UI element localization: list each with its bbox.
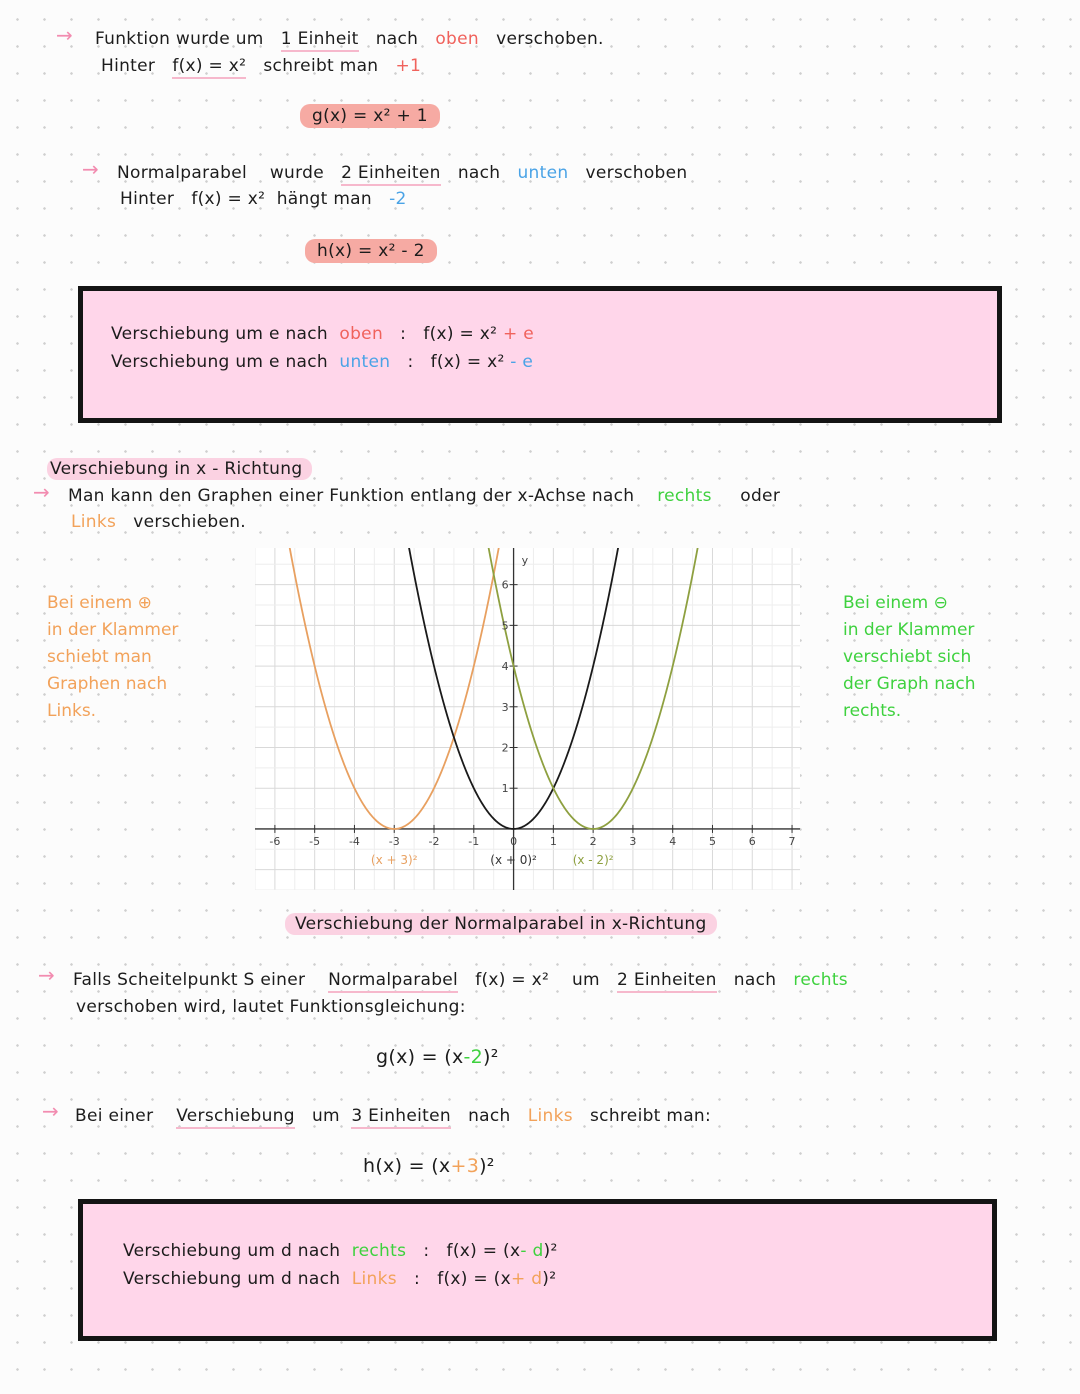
y-tick-label: 1 (501, 782, 509, 796)
x-tick-label: -6 (269, 834, 281, 848)
x-tick-label: 7 (788, 834, 796, 848)
note-line: Graphen nach (47, 674, 168, 694)
heading-highlight: Verschiebung in x - Richtung (47, 458, 312, 480)
summary-box-y (78, 286, 1002, 423)
text: f(x) = x² (475, 970, 550, 990)
sec1-line1 (95, 29, 604, 49)
highlight-equation: h(x) = x² - 2 (305, 239, 437, 263)
x-tick-label: -5 (309, 834, 321, 848)
text-blue: unten (339, 352, 391, 372)
sec5-line1 (75, 1106, 711, 1126)
text: Falls Scheitelpunkt S einer (73, 970, 306, 990)
text-green: rechts (657, 486, 712, 506)
sec1-line2 (101, 56, 421, 76)
arrow-icon: → (33, 480, 50, 504)
y-tick-label: 4 (501, 660, 509, 674)
text-orange: +3 (450, 1155, 480, 1177)
text-underlined: 2 Einheiten (617, 970, 717, 993)
text: schreibt man: (590, 1106, 712, 1126)
text: Normalparabel (117, 163, 247, 183)
parabola-chart (255, 548, 800, 890)
text: )² (479, 1155, 495, 1177)
text: Verschiebung um d nach (123, 1269, 341, 1289)
parabola-curve (255, 548, 800, 829)
note-line: Links. (47, 701, 97, 721)
text: Verschiebung um e nach (111, 324, 328, 344)
text: Hinter (101, 56, 156, 76)
text-green: rechts (793, 970, 848, 990)
highlight-equation: g(x) = x² + 1 (300, 104, 440, 128)
text-green: - d (520, 1241, 544, 1261)
text: f(x) = (x (437, 1269, 511, 1289)
left-note (47, 590, 237, 725)
text: nach (457, 163, 501, 183)
text-red: oben (339, 324, 384, 344)
sec4-line2 (76, 997, 466, 1017)
text: nach (375, 29, 419, 49)
text: Hinter (120, 189, 175, 209)
text: f(x) = x² (191, 189, 266, 209)
box2-row1 (123, 1241, 558, 1261)
chart-caption (285, 914, 717, 934)
x-tick-label: 6 (748, 834, 756, 848)
x-tick-label: 0 (510, 834, 518, 848)
text: f(x) = (x (446, 1241, 521, 1261)
equation-h2 (363, 1155, 495, 1177)
text: um (311, 1106, 340, 1126)
text: verschieben. (133, 512, 246, 532)
text: hängt man (276, 189, 372, 209)
right-note (843, 590, 1043, 725)
text: wurde (269, 163, 324, 183)
x-tick-label: 1 (549, 834, 557, 848)
note-line: rechts. (843, 701, 902, 721)
sec3-line2 (71, 512, 246, 532)
text: h(x) = (x (363, 1155, 451, 1177)
text: )² (543, 1241, 558, 1261)
parabola-curve (255, 548, 800, 829)
box1-row2 (111, 352, 533, 372)
curve-label: (x - 2)² (572, 852, 614, 867)
x-tick-label: -4 (348, 834, 360, 848)
text-blue: - e (510, 352, 534, 372)
text: nach (733, 970, 777, 990)
equation-g (300, 106, 440, 126)
note-line: verschiebt sich (843, 647, 972, 667)
text-orange: Links (71, 512, 117, 532)
sec3-line1 (68, 486, 780, 506)
curve-label: (x + 0)² (490, 852, 537, 867)
arrow-icon: → (82, 157, 99, 181)
sec4-line1 (73, 970, 848, 990)
text-red: + e (502, 324, 534, 344)
x-tick-label: -1 (468, 834, 480, 848)
text: f(x) = x² (423, 324, 498, 344)
parabola-curve (255, 548, 800, 829)
text: Funktion wurde um (95, 29, 264, 49)
note-line: Bei einem ⊖ (843, 593, 948, 613)
equation-h (305, 241, 437, 261)
text-orange: Links (527, 1106, 573, 1126)
text: g(x) = (x (376, 1046, 464, 1068)
text: )² (542, 1269, 557, 1289)
text-red: +1 (395, 56, 422, 76)
text: schreibt man (263, 56, 379, 76)
text: um (571, 970, 600, 990)
curve-label: (x + 3)² (370, 852, 418, 867)
text: verschoben (585, 163, 688, 183)
y-tick-label: 2 (501, 741, 509, 755)
text: verschoben. (496, 29, 604, 49)
x-tick-label: 5 (708, 834, 716, 848)
arrow-icon: → (38, 963, 55, 987)
x-tick-label: 4 (669, 834, 677, 848)
text: Man kann den Graphen einer Funktion entlang der x-Achse nach (68, 486, 635, 506)
x-tick-label: -3 (388, 834, 400, 848)
y-tick-label: 3 (501, 700, 509, 714)
sec2-line1 (117, 163, 687, 183)
chart-curves (255, 548, 800, 829)
text: nach (468, 1106, 511, 1126)
text: Verschiebung um e nach (111, 352, 328, 372)
text: oder (740, 486, 781, 506)
arrow-icon: → (42, 1099, 59, 1123)
text-red: oben (435, 29, 479, 49)
text-orange: + d (510, 1269, 543, 1289)
box1-row1 (111, 324, 534, 344)
text-green: rechts (351, 1241, 407, 1261)
x-tick-label: 3 (629, 834, 637, 848)
x-tick-label: -2 (428, 834, 440, 848)
note-line: der Graph nach (843, 674, 976, 694)
y-tick-label: 5 (501, 619, 509, 633)
text-underlined: Verschiebung (176, 1106, 295, 1129)
text-green: -2 (463, 1046, 484, 1068)
text: verschoben wird, lautet Funktionsgleichung: (76, 997, 466, 1017)
y-axis-label: y (521, 554, 529, 567)
sec2-line2 (120, 189, 407, 209)
equation-g2 (376, 1046, 499, 1068)
summary-box-x (78, 1199, 997, 1341)
box2-row2 (123, 1269, 556, 1289)
note-line: in der Klammer (843, 620, 975, 640)
text-blue: -2 (389, 189, 407, 209)
text-blue: unten (517, 163, 569, 183)
y-tick-label: 6 (501, 578, 509, 592)
note-line: schiebt man (47, 647, 152, 667)
text: Verschiebung um d nach (123, 1241, 341, 1261)
text-underlined: Normalparabel (328, 970, 458, 993)
x-heading (47, 459, 312, 479)
text-underlined: f(x) = x² (172, 56, 246, 79)
text: f(x) = x² (430, 352, 505, 372)
text-orange: Links (351, 1269, 397, 1289)
note-line: Bei einem ⊕ (47, 593, 152, 613)
arrow-icon: → (56, 23, 73, 47)
text: Bei einer (75, 1106, 154, 1126)
text: )² (483, 1046, 499, 1068)
text-underlined: 1 Einheit (281, 29, 359, 52)
note-line: in der Klammer (47, 620, 179, 640)
text: : (407, 352, 414, 372)
caption-highlight: Verschiebung der Normalparabel in x-Richtung (285, 913, 717, 935)
text: : (400, 324, 407, 344)
text: : (414, 1269, 421, 1289)
text: : (423, 1241, 430, 1261)
text-underlined: 3 Einheiten (351, 1106, 451, 1129)
x-tick-label: 2 (589, 834, 597, 848)
text-underlined: 2 Einheiten (341, 163, 441, 186)
